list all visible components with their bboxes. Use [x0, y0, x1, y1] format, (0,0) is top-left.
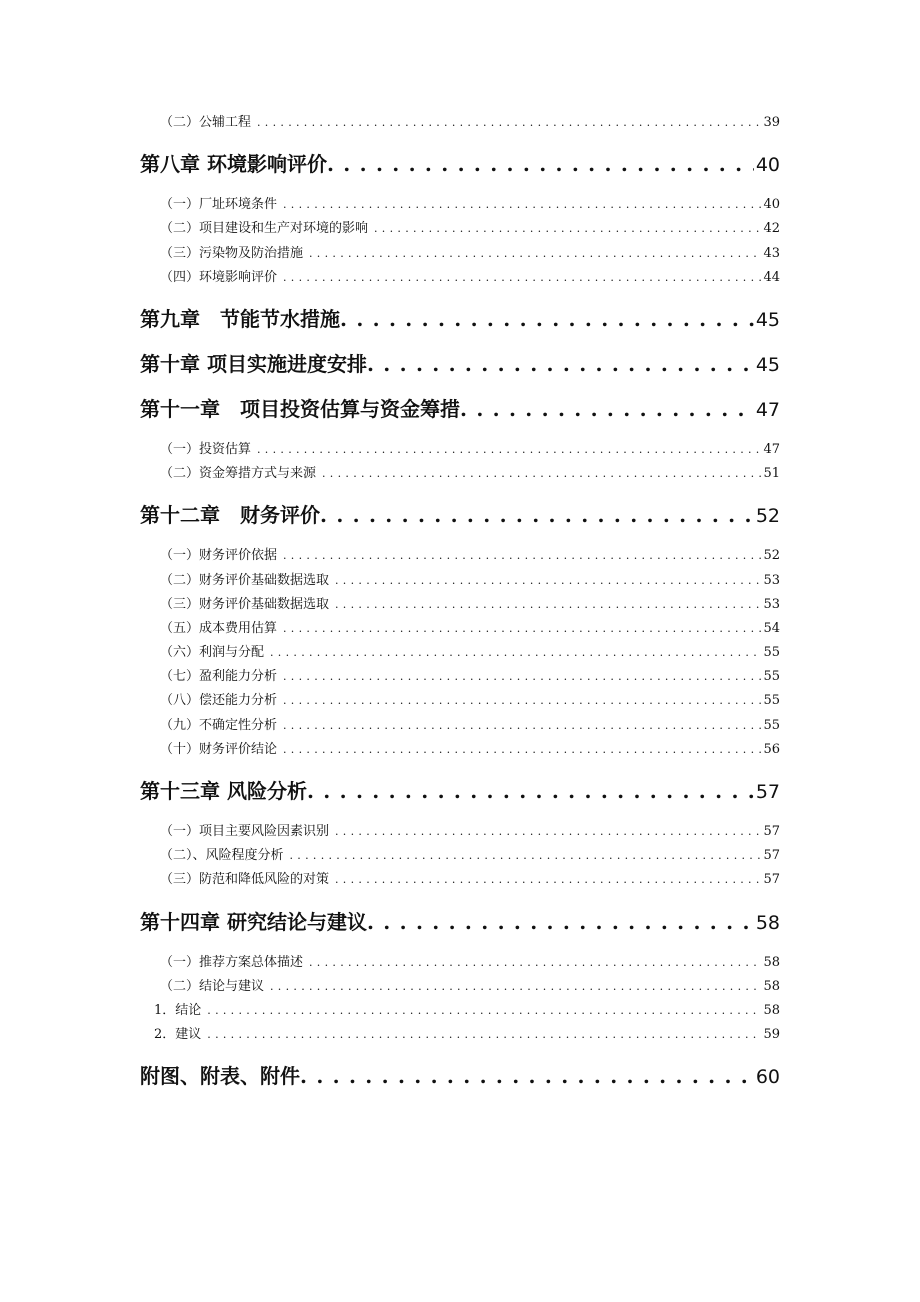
toc-entry-page: 51: [763, 466, 780, 482]
leader-dots: [335, 820, 761, 844]
toc-chapter-page: 40: [755, 154, 780, 177]
toc-entry-page: 55: [763, 645, 780, 661]
toc-chapter-title: 第十一章 项目投资估算与资金筹措: [140, 396, 460, 421]
toc-entry[interactable]: [140, 111, 780, 135]
leader-dots: [283, 689, 761, 713]
toc-chapter-page: 45: [755, 353, 780, 376]
toc-entry[interactable]: [140, 641, 780, 665]
toc-entry[interactable]: [140, 544, 780, 568]
toc-entry-page: 53: [763, 572, 780, 588]
toc-entry-page: 55: [763, 669, 780, 685]
toc-entry-title: （三）防范和降低风险的对策: [160, 872, 330, 888]
toc-entry-page: 56: [763, 741, 780, 757]
toc-chapter-page: 45: [755, 308, 780, 331]
toc-entry[interactable]: [140, 569, 780, 593]
toc-entry[interactable]: [140, 462, 780, 486]
toc-entry-title: （一）厂址环境条件: [160, 197, 278, 213]
toc-entry-page: 57: [763, 824, 780, 839]
toc-entry[interactable]: [140, 617, 780, 641]
leader-dots: [374, 217, 761, 241]
toc-chapter-page: 57: [755, 781, 780, 803]
leader-dots: [309, 242, 761, 266]
toc-entry[interactable]: [140, 438, 780, 462]
toc-entry-title: （五）成本费用估算: [160, 620, 278, 636]
leader-dots: [283, 738, 761, 762]
toc-chapter-title: 附图、附表、附件: [140, 1064, 300, 1089]
toc-entry[interactable]: [140, 714, 780, 738]
toc-entry-page: 53: [763, 596, 780, 612]
toc-entry-title: 2．建议: [154, 1027, 202, 1043]
toc-entry[interactable]: [140, 242, 780, 266]
leader-dots: [340, 303, 754, 335]
toc-entry-title: （二）、风险程度分析: [160, 848, 284, 864]
toc-entry-page: 44: [763, 269, 780, 285]
toc-chapter-page: 52: [755, 505, 780, 528]
leader-dots: [270, 641, 761, 665]
leader-dots: [335, 569, 761, 593]
leader-dots: [207, 999, 761, 1023]
toc-entry-title: （三）财务评价基础数据选取: [160, 596, 330, 612]
leader-dots: [460, 393, 754, 425]
toc-entry-page: 55: [763, 717, 780, 733]
toc-chapter[interactable]: [140, 775, 780, 807]
toc-entry[interactable]: [140, 999, 780, 1023]
toc-entry-page: 54: [763, 620, 780, 636]
toc-entry-title: （一）推荐方案总体描述: [160, 954, 304, 970]
toc-entry-page: 55: [763, 693, 780, 709]
leader-dots: [320, 499, 754, 531]
toc-chapter[interactable]: [140, 348, 780, 380]
toc-entry[interactable]: [140, 193, 780, 217]
leader-dots: [283, 266, 761, 290]
toc-entry-title: （一）财务评价依据: [160, 548, 278, 564]
toc-entry[interactable]: [140, 844, 780, 868]
toc-entry[interactable]: [140, 738, 780, 762]
toc-entry-title: （八）偿还能力分析: [160, 693, 278, 709]
toc-chapter-title: 第十二章 财务评价: [140, 503, 320, 528]
toc-entry-title: （三）污染物及防治措施: [160, 245, 304, 261]
toc-entry[interactable]: [140, 1023, 780, 1047]
toc-entry[interactable]: [140, 217, 780, 241]
toc-entry-title: （二）结论与建议: [160, 978, 265, 994]
leader-dots: [322, 462, 761, 486]
leader-dots: [257, 438, 761, 462]
toc-entry-page: 58: [763, 978, 780, 994]
toc-entry[interactable]: [140, 665, 780, 689]
toc-chapter-title: 第九章 节能节水措施: [140, 306, 340, 331]
toc-entry-title: （六）利润与分配: [160, 645, 265, 661]
toc-entry-page: 52: [763, 548, 780, 564]
leader-dots: [283, 544, 761, 568]
toc-entry-title: （四）环境影响评价: [160, 269, 278, 285]
toc-entry-title: 1．结论: [154, 1002, 202, 1018]
toc-chapter[interactable]: [140, 1060, 780, 1092]
toc-chapter-page: 58: [755, 911, 780, 934]
toc-entry[interactable]: [140, 689, 780, 713]
toc-chapter-title: 第十四章 研究结论与建议: [140, 909, 367, 934]
leader-dots: [307, 775, 754, 807]
leader-dots: [283, 617, 761, 641]
leader-dots: [309, 951, 761, 975]
table-of-contents: [140, 111, 780, 1092]
toc-entry-title: （二）资金筹措方式与来源: [160, 466, 317, 482]
toc-entry[interactable]: [140, 868, 780, 892]
toc-chapter[interactable]: [140, 393, 780, 425]
leader-dots: [290, 844, 762, 868]
leader-dots: [257, 111, 761, 135]
toc-chapter[interactable]: [140, 303, 780, 335]
toc-entry-title: （七）盈利能力分析: [160, 669, 278, 685]
toc-entry[interactable]: [140, 975, 780, 999]
toc-entry-title: （一）投资估算: [160, 441, 252, 457]
toc-entry[interactable]: [140, 593, 780, 617]
toc-entry-page: 47: [763, 441, 780, 457]
toc-chapter-title: 第十三章 风险分析: [140, 779, 307, 803]
toc-entry-page: 43: [763, 245, 780, 261]
leader-dots: [270, 975, 761, 999]
leader-dots: [283, 193, 761, 217]
toc-chapter-page: 60: [755, 1066, 780, 1089]
toc-entry[interactable]: [140, 820, 780, 844]
toc-entry-title: （二）项目建设和生产对环境的影响: [160, 221, 369, 237]
leader-dots: [207, 1023, 761, 1047]
toc-entry-page: 58: [763, 954, 780, 970]
toc-chapter-title: 第十章 项目实施进度安排: [140, 351, 367, 376]
leader-dots: [327, 148, 754, 180]
toc-entry-page: 39: [763, 115, 780, 130]
toc-entry-title: （九）不确定性分析: [160, 717, 278, 733]
leader-dots: [300, 1060, 754, 1092]
toc-chapter-page: 47: [755, 398, 780, 421]
toc-entry-page: 59: [763, 1027, 780, 1043]
toc-entry-title: （一）项目主要风险因素识别: [160, 824, 330, 839]
leader-dots: [283, 714, 761, 738]
toc-entry-title: （二）公辅工程: [160, 115, 252, 130]
leader-dots: [335, 593, 761, 617]
toc-chapter[interactable]: [140, 906, 780, 938]
leader-dots: [283, 665, 761, 689]
toc-entry-page: 58: [763, 1002, 780, 1018]
toc-chapter[interactable]: [140, 148, 780, 180]
toc-chapter-title: 第八章 环境影响评价: [140, 152, 327, 177]
toc-entry-title: （二）财务评价基础数据选取: [160, 572, 330, 588]
toc-entry-page: 40: [763, 197, 780, 213]
toc-entry-title: （十）财务评价结论: [160, 741, 278, 757]
toc-chapter[interactable]: [140, 499, 780, 531]
toc-entry-page: 57: [763, 848, 780, 864]
toc-entry-page: 57: [763, 872, 780, 888]
leader-dots: [367, 348, 754, 380]
toc-entry-page: 42: [763, 221, 780, 237]
leader-dots: [335, 868, 761, 892]
leader-dots: [367, 906, 754, 938]
toc-entry[interactable]: [140, 951, 780, 975]
toc-entry[interactable]: [140, 266, 780, 290]
